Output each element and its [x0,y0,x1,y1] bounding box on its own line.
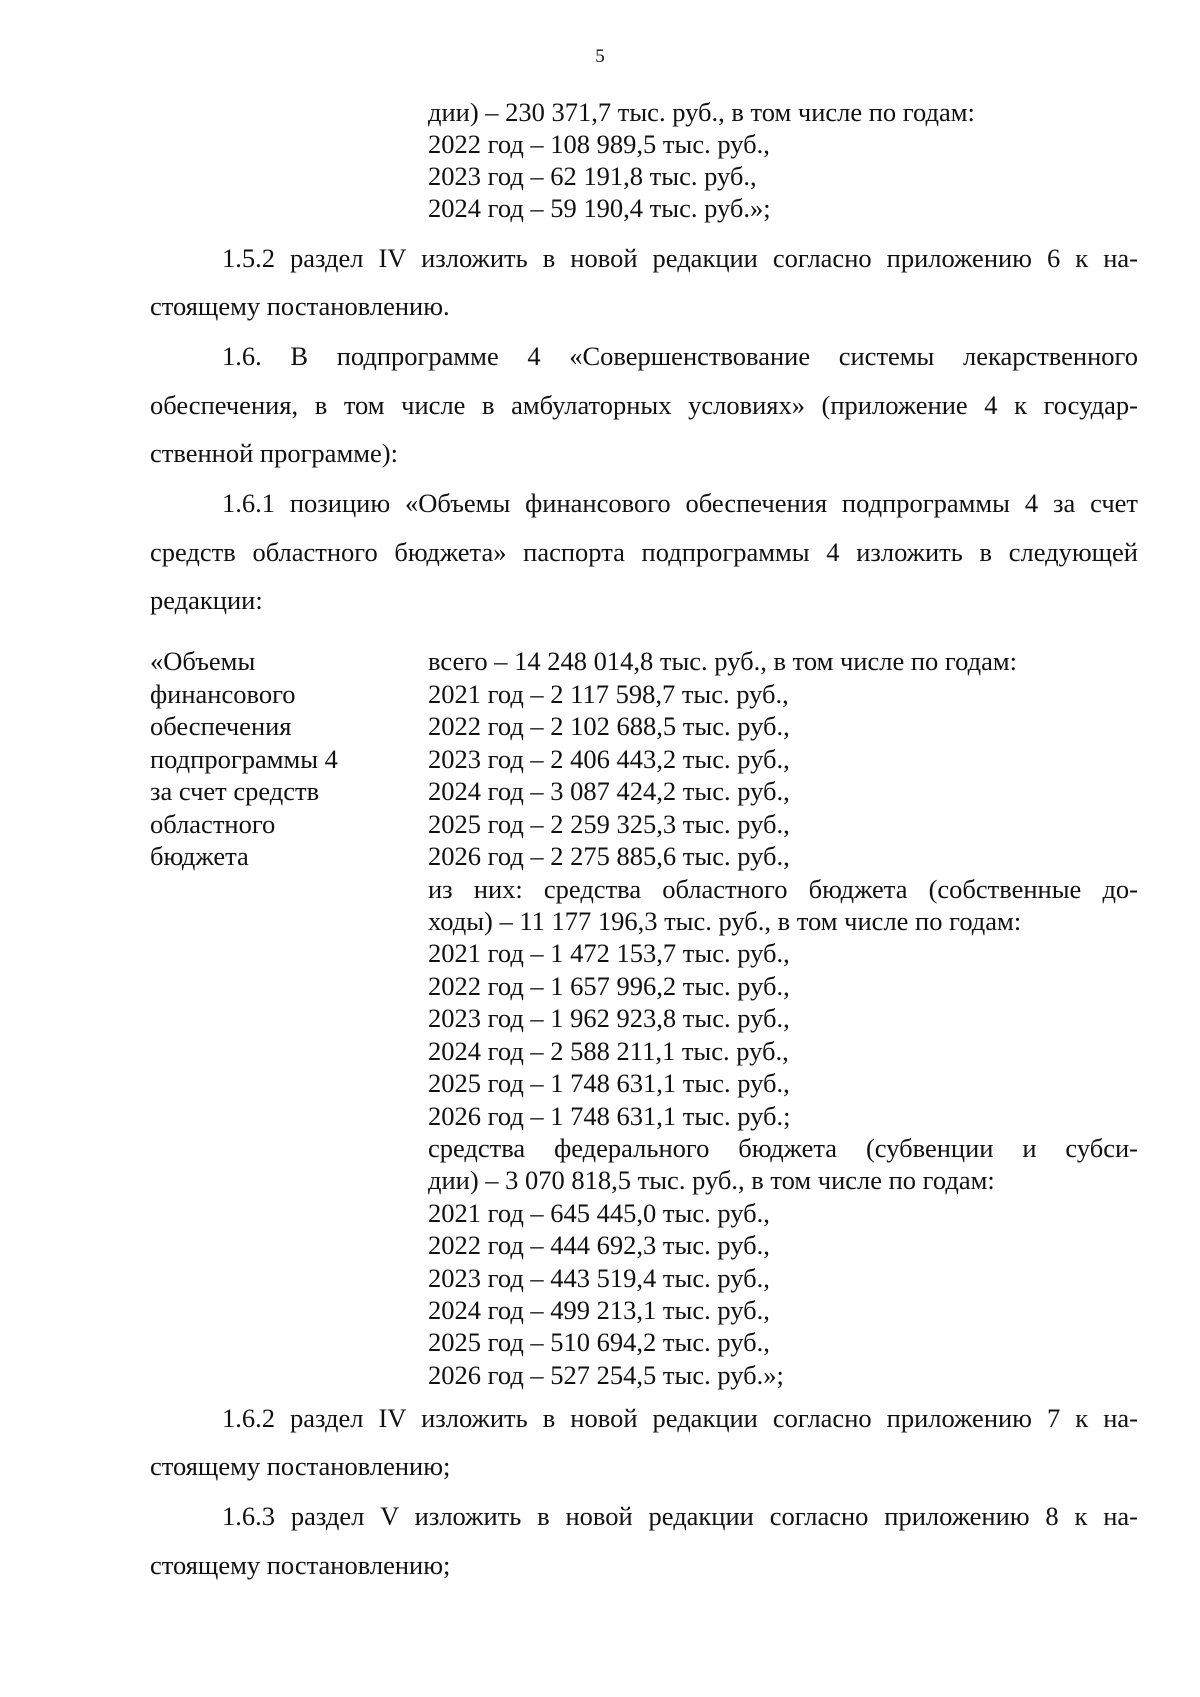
position-value-line: 2022 год – 2 102 688,5 тыс. руб., [428,711,790,741]
position-value-line: 2024 год – 2 588 211,1 тыс. руб., [428,1036,789,1066]
position-value-line: 2025 год – 2 259 325,3 тыс. руб., [428,809,790,839]
text-line: 1.6.3 раздел V изложить в новой редакции согласно приложению 8 к на- [222,1501,1138,1531]
text-line: стоящему постановлению; [150,1451,451,1481]
position-value-line: средства федерального бюджета (субвенции и субси- [428,1133,1138,1163]
position-value-line: всего – 14 248 014,8 тыс. руб., в том числе по годам: [428,646,1017,676]
position-label-line: «Объемы [150,646,256,676]
position-label-line: подпрограммы 4 [150,744,338,774]
text-line: стоящему постановлению. [150,291,450,321]
position-value-line: 2024 год – 499 213,1 тыс. руб., [428,1295,770,1325]
position-value-line: 2025 год – 1 748 631,1 тыс. руб., [428,1068,790,1098]
text-line: 2024 год – 59 190,4 тыс. руб.»; [428,193,771,223]
text-line: 1.6.2 раздел IV изложить в новой редакции согласно приложению 7 к на- [222,1403,1138,1433]
text-line: ственной программе): [150,438,398,468]
position-value-line: 2021 год – 1 472 153,7 тыс. руб., [428,938,790,968]
text-line: дии) – 230 371,7 тыс. руб., в том числе по годам: [428,97,975,127]
text-line: 2023 год – 62 191,8 тыс. руб., [428,161,757,191]
position-value-line: 2026 год – 527 254,5 тыс. руб.»; [428,1360,784,1390]
position-value-line: 2022 год – 444 692,3 тыс. руб., [428,1230,770,1260]
position-value-line: 2026 год – 2 275 885,6 тыс. руб., [428,841,790,871]
position-value-line: 2022 год – 1 657 996,2 тыс. руб., [428,971,790,1001]
text-line: редакции: [150,585,263,615]
position-value-line: 2023 год – 2 406 443,2 тыс. руб., [428,744,790,774]
position-value-line: ходы) – 11 177 196,3 тыс. руб., в том числе по годам: [428,906,1022,936]
position-label-line: за счет средств [150,776,320,806]
text-line: 1.5.2 раздел IV изложить в новой редакции согласно приложению 6 к на- [222,243,1138,273]
position-value-line: 2026 год – 1 748 631,1 тыс. руб.; [428,1101,791,1131]
page-number: 5 [595,46,605,67]
position-value-line: 2025 год – 510 694,2 тыс. руб., [428,1327,770,1357]
text-line: 1.6. В подпрограмме 4 «Совершенствование системы лекарственного [222,341,1138,371]
position-label-line: финансового [150,679,296,709]
text-line: 2022 год – 108 989,5 тыс. руб., [428,129,770,159]
text-line: стоящему постановлению; [150,1550,451,1580]
position-value-line: 2021 год – 645 445,0 тыс. руб., [428,1198,770,1228]
position-label-line: обеспечения [150,711,292,741]
position-label-line: бюджета [150,841,249,871]
text-line: средств областного бюджета» паспорта подпрограммы 4 изложить в следующей [150,537,1138,567]
position-value-line: из них: средства областного бюджета (собственные до- [428,874,1138,904]
position-value-line: 2023 год – 443 519,4 тыс. руб., [428,1263,770,1293]
text-line: 1.6.1 позицию «Объемы финансового обеспечения подпрограммы 4 за счет [222,488,1138,518]
position-value-line: дии) – 3 070 818,5 тыс. руб., в том числе по годам: [428,1165,995,1195]
position-value-line: 2021 год – 2 117 598,7 тыс. руб., [428,679,789,709]
position-value-line: 2024 год – 3 087 424,2 тыс. руб., [428,776,790,806]
position-value-line: 2023 год – 1 962 923,8 тыс. руб., [428,1003,790,1033]
text-line: обеспечения, в том числе в амбулаторных условиях» (приложение 4 к государ- [150,390,1138,420]
position-label-line: областного [150,809,276,839]
